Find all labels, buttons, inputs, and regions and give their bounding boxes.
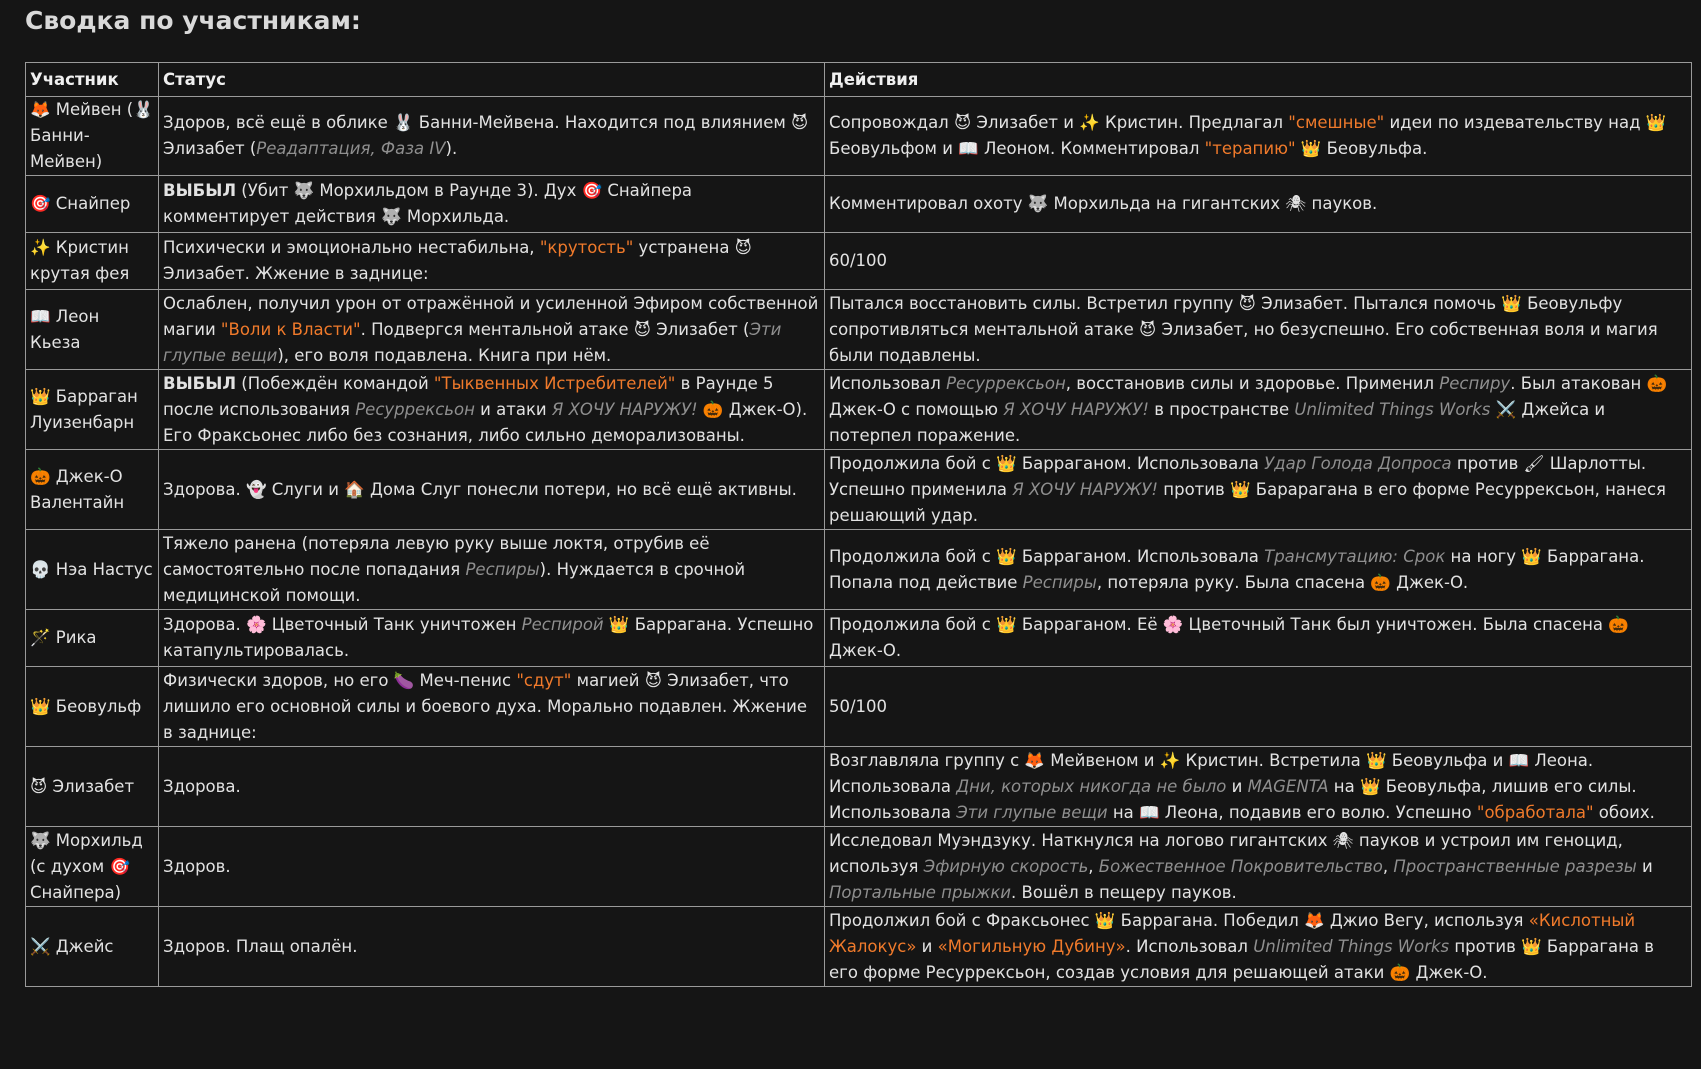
- participant-cell: [26, 747, 159, 827]
- cell-text: Здорова. 👻 Слуги и 🏠 Дома Слуг понесли потери, но всё ещё активны.: [163, 479, 797, 499]
- status-cell: [159, 290, 825, 370]
- column-header-status: Статус: [159, 63, 825, 97]
- italic-ability-name: Unlimited Things Works: [1294, 399, 1491, 419]
- italic-ability-name: Я ХОЧУ НАРУЖУ!: [1003, 399, 1149, 419]
- status-cell: [159, 97, 825, 176]
- cell-text: . Использовал: [1125, 936, 1254, 956]
- status-cell: [159, 370, 825, 450]
- participant-cell: [26, 176, 159, 233]
- table-row: [26, 176, 1692, 233]
- cell-text: 🦊 Мейвен (🐰 Банни-Мейвен): [30, 100, 154, 171]
- participant-cell: [26, 233, 159, 290]
- cell-text: Пытался восстановить силы. Встретил группу 😈 Элизабет. Пытался помочь 👑 Беовульфу сопротивляться ментальной атаке 😈 Элизабет, но безуспешно. Его собственная воля и магия были подавлены.: [829, 293, 1658, 365]
- actions-cell: [825, 907, 1692, 987]
- bold-text: ВЫБЫЛ: [163, 181, 237, 200]
- italic-ability-name: Эфирную скорость: [923, 856, 1089, 876]
- italic-ability-name: Дни, которых никогда не было: [956, 776, 1227, 796]
- participant-cell: [26, 610, 159, 667]
- table-row: [26, 530, 1692, 610]
- italic-ability-name: Реадаптация, Фаза IV: [256, 139, 446, 158]
- status-cell: [159, 610, 825, 667]
- cell-text: ⚔️ Джейса и потерпел поражение.: [829, 399, 1606, 445]
- table-row: [26, 827, 1692, 907]
- cell-text: Сопровождал 😈 Элизабет и ✨ Кристин. Предлагал: [829, 113, 1289, 132]
- cell-text: и: [1636, 856, 1653, 876]
- cell-text: Комментировал охоту 🐺 Морхильда на гигантских 🕷 пауков.: [829, 194, 1378, 213]
- highlighted-quote: «Могильную Дубину»: [937, 936, 1126, 956]
- cell-text: и: [1226, 776, 1248, 796]
- highlighted-quote: «Кислотный Жалокус»: [829, 910, 1636, 956]
- cell-text: 🐺 Морхильд (с духом 🎯 Снайпера): [30, 830, 143, 902]
- italic-ability-name: Трансмутацию: Срок: [1264, 546, 1446, 566]
- cell-text: Использовал: [829, 373, 947, 393]
- cell-text: , потеряла руку. Была спасена 🎃 Джек-О.: [1096, 572, 1469, 592]
- cell-text: Здорова.: [163, 776, 241, 796]
- cell-text: на ногу 👑 Баррагана. Попала под действие: [829, 546, 1645, 592]
- actions-cell: [825, 97, 1692, 176]
- cell-text: против 👑 Барарагана в его форме Ресуррексьон, нанеся решающий удар.: [829, 479, 1666, 525]
- italic-ability-name: Я ХОЧУ НАРУЖУ!: [1012, 479, 1159, 499]
- italic-ability-name: Портальные прыжки: [829, 882, 1012, 902]
- table-row: [26, 97, 1692, 176]
- status-cell: [159, 747, 825, 827]
- participants-table: [25, 62, 1692, 987]
- status-cell: [159, 530, 825, 610]
- cell-text: Ослаблен, получил урон от отражённой и усиленной Эфиром собственной магии: [163, 293, 819, 339]
- actions-cell: [825, 233, 1692, 290]
- column-header-participant: Участник: [26, 63, 159, 97]
- italic-ability-name: Респиры: [465, 559, 540, 579]
- cell-text: 👑 Беовульф: [30, 696, 142, 716]
- cell-text: Продолжила бой с 👑 Барраганом. Её 🌸 Цветочный Танк был уничтожен. Была спасена 🎃 Джек-О.: [829, 615, 1629, 660]
- cell-text: Здоров. Плащ опалён.: [163, 936, 358, 956]
- cell-text: 🎃 Джек-О). Его Фраксьонес либо без сознания, либо сильно деморализованы.: [163, 399, 808, 445]
- highlighted-quote: "терапию": [1204, 139, 1296, 158]
- page-heading: Сводка по участникам:: [25, 6, 361, 35]
- italic-ability-name: Респирой: [521, 615, 604, 634]
- highlighted-quote: "крутость": [539, 238, 634, 257]
- participant-cell: [26, 667, 159, 747]
- cell-text: Здоров.: [163, 856, 231, 876]
- participant-cell: [26, 290, 159, 370]
- actions-cell: [825, 827, 1692, 907]
- cell-text: Продолжила бой с 👑 Барраганом. Использовала: [829, 453, 1265, 473]
- italic-ability-name: Респиры: [1022, 572, 1097, 592]
- highlighted-quote: "обработала": [1476, 802, 1594, 822]
- actions-cell: [825, 450, 1692, 530]
- italic-ability-name: MAGENTA: [1247, 776, 1329, 796]
- status-cell: [159, 827, 825, 907]
- highlighted-quote: "Воли к Власти": [220, 319, 361, 339]
- italic-ability-name: Респиру: [1439, 373, 1511, 393]
- highlighted-quote: "смешные": [1288, 113, 1385, 132]
- cell-text: идеи по издевательству над 👑 Беовульфом и 📖 Леоном. Комментировал: [829, 113, 1667, 158]
- table-header-row: [26, 63, 1692, 97]
- cell-text: и атаки: [474, 399, 552, 419]
- cell-text: магией 😈 Элизабет, что лишило его основной силы и боевого духа. Морально подавлен. Жжение в заднице:: [163, 670, 807, 742]
- cell-text: 🪄 Рика: [30, 628, 97, 647]
- actions-cell: [825, 747, 1692, 827]
- italic-ability-name: Удар Голода Допроса: [1264, 453, 1452, 473]
- cell-text: устранена 😈 Элизабет. Жжение в заднице:: [163, 238, 752, 283]
- italic-ability-name: Я ХОЧУ НАРУЖУ!: [551, 399, 698, 419]
- actions-cell: [825, 176, 1692, 233]
- cell-text: против 👑 Баррагана в его форме Ресуррексьон, создав условия для решающей атаки 🎃 Джек-О.: [829, 936, 1654, 982]
- cell-text: в Раунде 5 после использования: [163, 373, 774, 419]
- status-cell: [159, 233, 825, 290]
- cell-text: 🎯 Снайпер: [30, 194, 131, 213]
- cell-text: ).: [445, 139, 458, 158]
- cell-text: 👑 Беовульфа.: [1295, 139, 1428, 158]
- cell-text: Продолжил бой с Фраксьонес 👑 Баррагана. Победил 🦊 Джио Вегу, используя: [829, 910, 1529, 930]
- highlighted-quote: "Тыквенных Истребителей": [433, 373, 676, 393]
- cell-text: ,: [1382, 856, 1394, 876]
- cell-text: Исследовал Муэндзуку. Наткнулся на логово гигантских 🕷 пауков и устроил им геноцид, используя: [829, 830, 1623, 876]
- cell-text: Возглавляла группу с 🦊 Мейвеном и ✨ Кристин. Встретила 👑 Беовульфа и 📖 Леона. Использовала: [829, 750, 1594, 796]
- status-cell: [159, 176, 825, 233]
- table-row: [26, 667, 1692, 747]
- table-row: [26, 233, 1692, 290]
- participant-cell: [26, 450, 159, 530]
- status-cell: [159, 450, 825, 530]
- table-row: [26, 907, 1692, 987]
- status-cell: [159, 907, 825, 987]
- cell-text: Физически здоров, но его 🍆 Меч-пенис: [163, 670, 517, 690]
- cell-text: 👑 Баррагана. Успешно катапультировалась.: [163, 615, 814, 660]
- participant-cell: [26, 530, 159, 610]
- column-header-actions: Действия: [825, 63, 1692, 97]
- participant-cell: [26, 370, 159, 450]
- cell-text: ). Нуждается в срочной медицинской помощи.: [163, 559, 746, 605]
- cell-text: обоих.: [1593, 802, 1655, 822]
- cell-text: Здорова. 🌸 Цветочный Танк уничтожен: [163, 615, 522, 634]
- cell-text: ✨ Кристин крутая фея: [30, 238, 130, 283]
- italic-ability-name: Ресуррексьон: [355, 399, 475, 419]
- cell-text: 50/100: [829, 696, 888, 716]
- cell-text: 😈 Элизабет: [30, 776, 135, 796]
- participant-cell: [26, 827, 159, 907]
- italic-ability-name: Божественное Покровительство: [1098, 856, 1383, 876]
- italic-ability-name: Unlimited Things Works: [1253, 936, 1450, 956]
- cell-text: . Подвергся ментальной атаке 😈 Элизабет (: [360, 319, 750, 339]
- participant-cell: [26, 907, 159, 987]
- cell-text: , восстановив силы и здоровье. Применил: [1065, 373, 1440, 393]
- italic-ability-name: Ресуррексьон: [946, 373, 1066, 393]
- participant-cell: [26, 97, 159, 176]
- table-row: [26, 370, 1692, 450]
- cell-text: Психически и эмоционально нестабильна,: [163, 238, 540, 257]
- cell-text: 🎃 Джек-О Валентайн: [30, 466, 125, 512]
- italic-ability-name: Эти глупые вещи: [956, 802, 1108, 822]
- cell-text: (Побеждён командой: [236, 373, 434, 393]
- actions-cell: [825, 667, 1692, 747]
- table-row: [26, 450, 1692, 530]
- actions-cell: [825, 530, 1692, 610]
- cell-text: на 👑 Беовульфа, лишив его силы. Использовала: [829, 776, 1637, 822]
- italic-ability-name: Пространственные разрезы: [1393, 856, 1637, 876]
- table-body: [26, 97, 1692, 987]
- cell-text: 👑 Барраган Луизенбарн: [30, 386, 138, 432]
- cell-text: Тяжело ранена (потеряла левую руку выше локтя, отрубив её самостоятельно после попадания: [163, 533, 710, 579]
- highlighted-quote: "сдут": [516, 670, 572, 690]
- cell-text: . Вошёл в пещеру пауков.: [1011, 882, 1237, 902]
- cell-text: Продолжила бой с 👑 Барраганом. Использовала: [829, 546, 1265, 566]
- cell-text: ), его воля подавлена. Книга при нём.: [277, 345, 612, 365]
- cell-text: 60/100: [829, 251, 888, 270]
- table-row: [26, 747, 1692, 827]
- table-row: [26, 290, 1692, 370]
- status-cell: [159, 667, 825, 747]
- cell-text: на 📖 Леона, подавив его волю. Успешно: [1107, 802, 1477, 822]
- actions-cell: [825, 370, 1692, 450]
- cell-text: 📖 Леон Кьеза: [30, 306, 100, 352]
- italic-ability-name: Эти глупые вещи: [163, 319, 782, 365]
- cell-text: (Убит 🐺 Морхильдом в Раунде 3). Дух 🎯 Снайпера комментирует действия 🐺 Морхильда.: [163, 181, 693, 226]
- cell-text: ,: [1088, 856, 1099, 876]
- cell-text: 💀 Нэа Настус: [30, 559, 153, 579]
- actions-cell: [825, 290, 1692, 370]
- cell-text: в пространстве: [1148, 399, 1295, 419]
- cell-text: против 🖌 Шарлотты. Успешно применила: [829, 453, 1647, 499]
- cell-text: Здоров, всё ещё в облике 🐰 Банни-Мейвена. Находится под влиянием 😈 Элизабет (: [163, 113, 809, 158]
- actions-cell: [825, 610, 1692, 667]
- cell-text: и: [916, 936, 938, 956]
- cell-text: ⚔️ Джейс: [30, 936, 114, 956]
- table-row: [26, 610, 1692, 667]
- cell-text: . Был атакован 🎃 Джек-О с помощью: [829, 373, 1668, 419]
- bold-text: ВЫБЫЛ: [163, 373, 237, 393]
